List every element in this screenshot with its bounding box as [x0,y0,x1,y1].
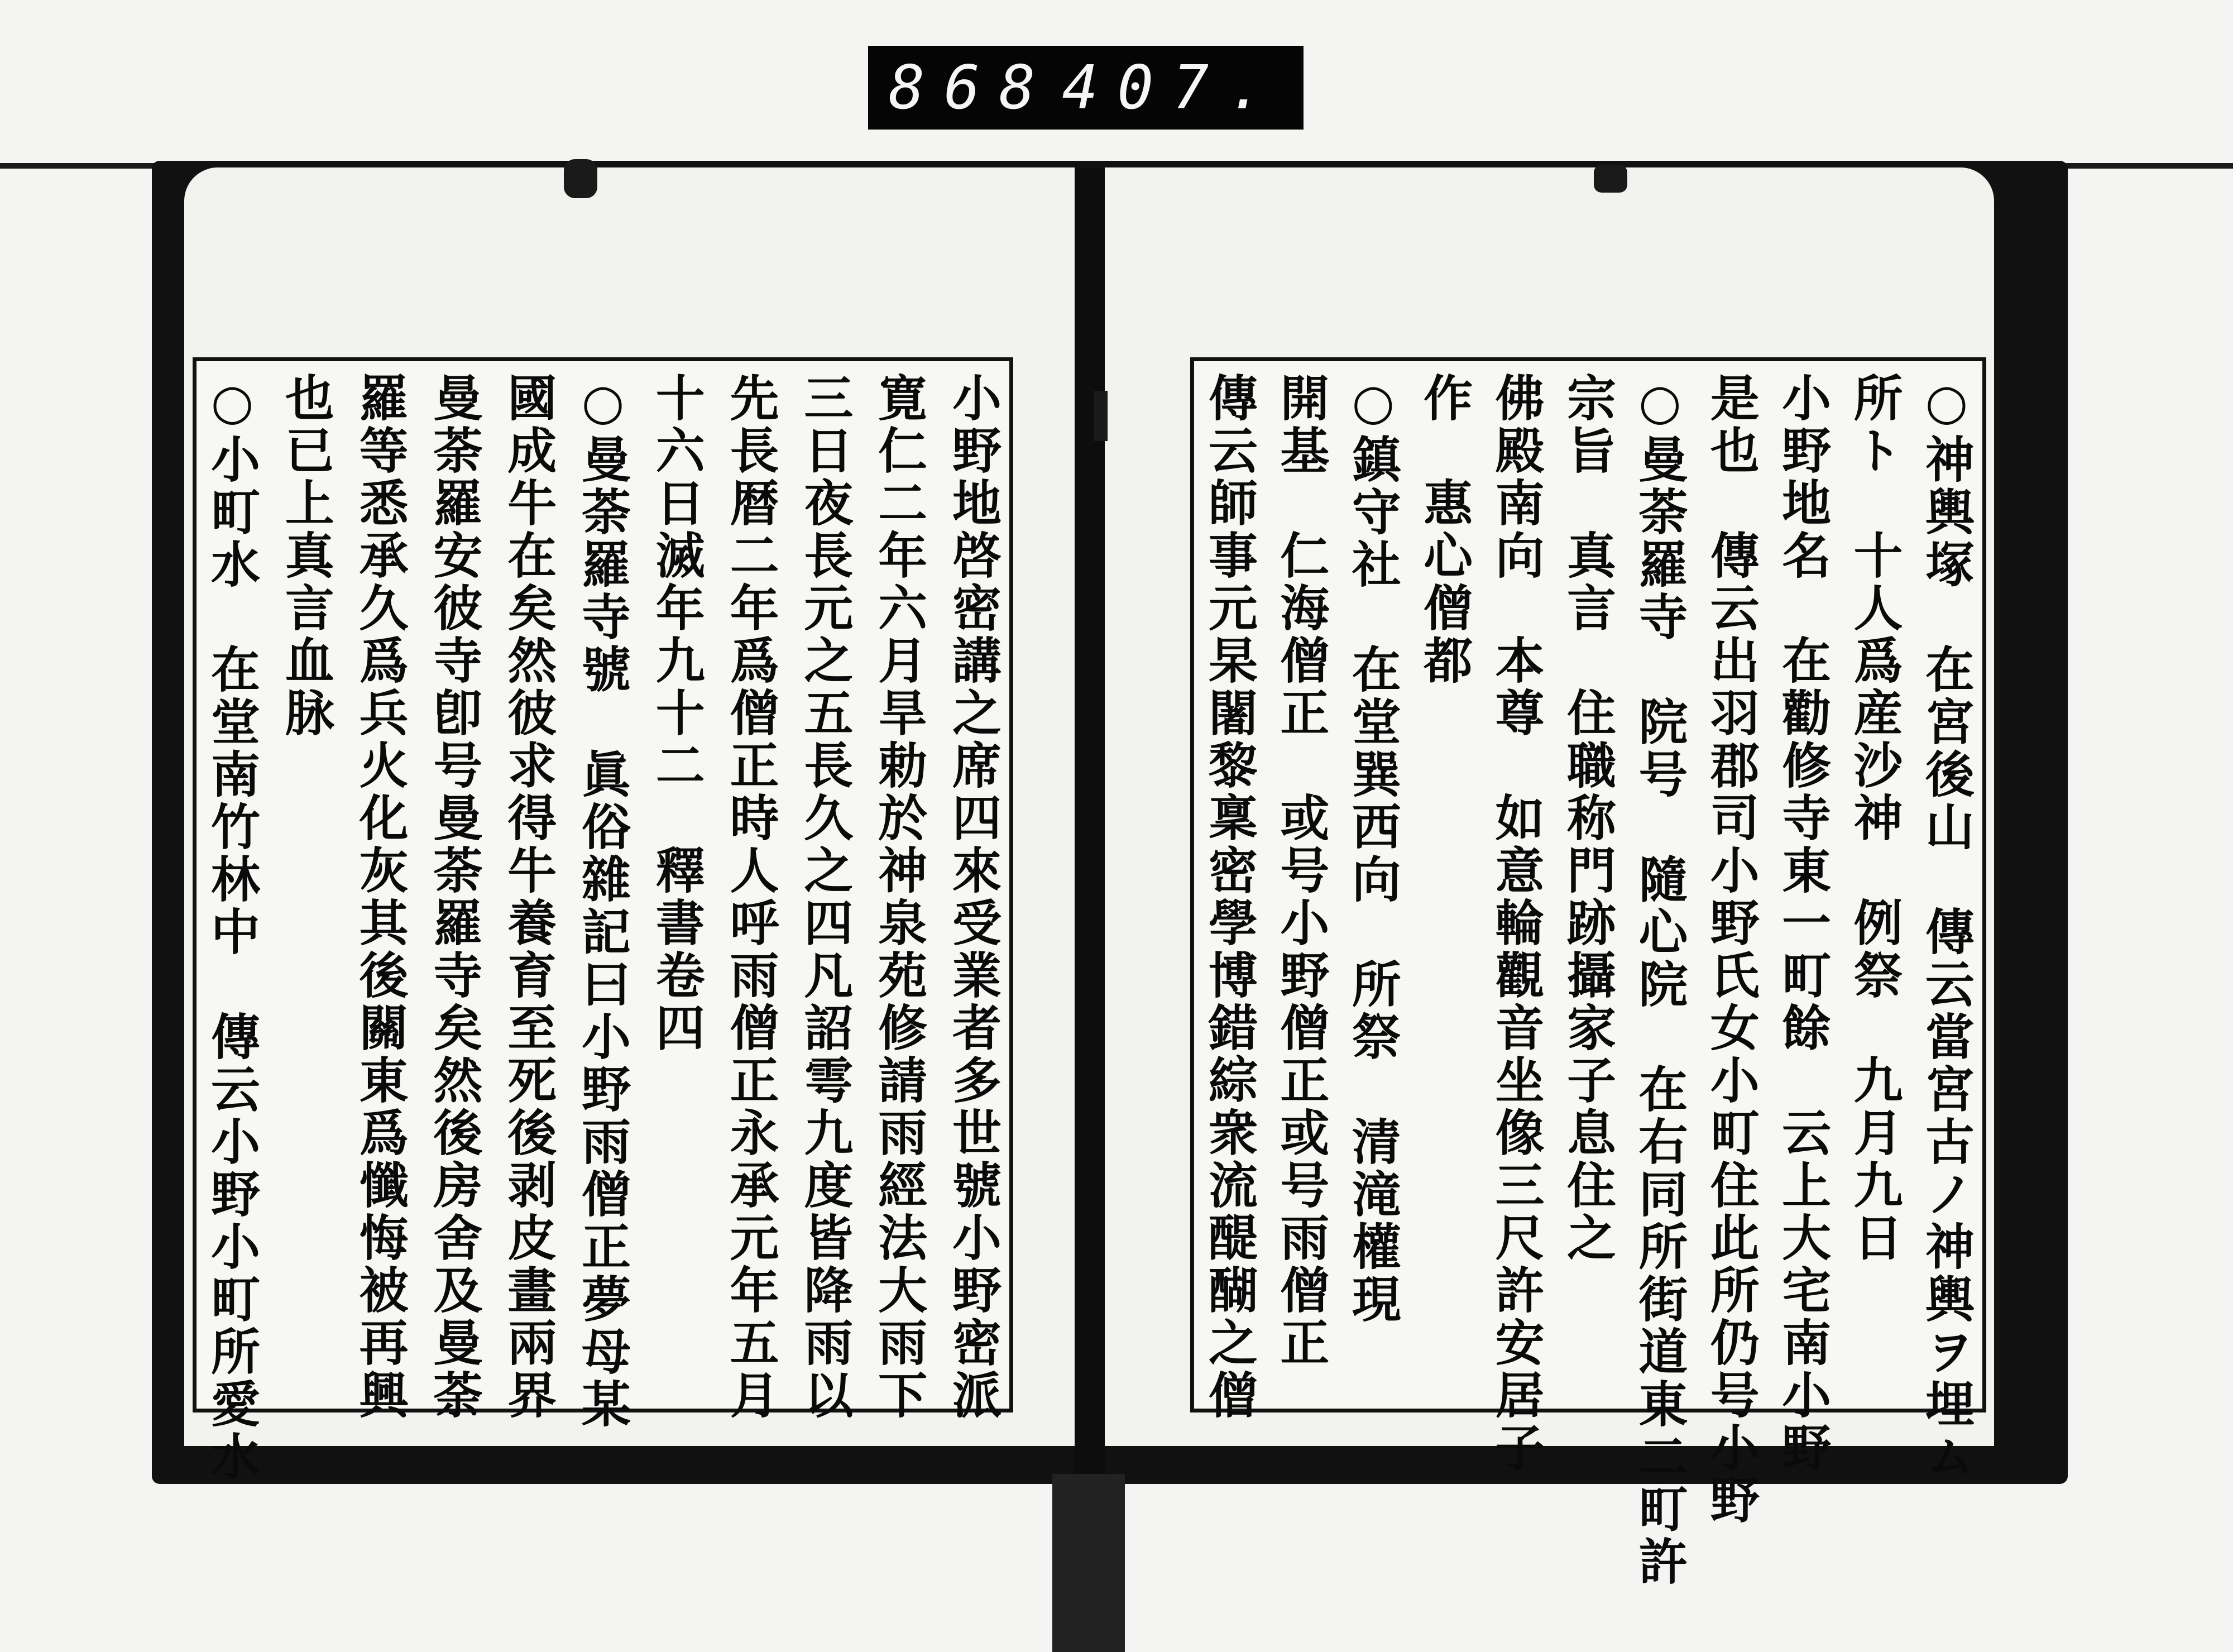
text-column: 曼荼羅安彼寺卽号曼荼羅寺矣然後房舍及曼荼 [425,372,484,1422]
gutter-stem [1052,1474,1125,1652]
text-column: ○小町水 在堂南竹林中 傳云小野小町所愛水 [203,372,261,1483]
left-text-columns [203,372,1003,1483]
text-column: 是也 傳云出羽郡司小野氏女小町住此所仍号小野 [1702,372,1761,1527]
frame-number-right: 407. [1062,52,1283,123]
right-text-columns [1201,372,1976,1588]
text-column: 三日夜長元之五長久之四凡詔雩九度皆降雨以 [796,372,855,1422]
text-column: 傳云師事元杲闍黎稟密學博錯綜衆流醍醐之僧 [1201,372,1259,1422]
text-column: 開基 仁海僧正 或号小野僧正或号雨僧正 [1272,372,1331,1370]
text-column: 國成牛在矣然彼求得牛養育至死後剥皮畫兩界 [500,372,558,1422]
frame-number-label [868,46,1304,130]
text-column: ○曼荼羅寺號 眞俗雜記曰小野雨僧正夢母某 [573,372,632,1431]
text-column: 也已上真言血脉 [277,372,336,740]
text-column: ○曼荼羅寺 院号 隨心院 在右同所街道東二町許 [1631,372,1689,1588]
right-text-panel [1190,357,1986,1588]
text-column: 作 惠心僧都 [1416,372,1474,687]
text-column: 小野地名 在勸修寺東一町餘 云上大宅南小野 [1774,372,1833,1474]
text-column: 先長暦二年爲僧正時人呼雨僧正永承元年五月 [722,372,780,1422]
book-gutter [1075,167,1105,1652]
text-column: 寛仁二年六月旱勅於神泉苑修請雨經法大雨下 [870,372,929,1422]
text-column: 佛殿南向 本尊 如意輪觀音坐像三尺許安居子 [1487,372,1546,1474]
binding-thread-mark [1594,165,1627,193]
binding-thread-mark [564,159,597,198]
text-column: ○神輿塚 在宮後山 傳云當宮古ノ神輿ヲ埋ム [1917,372,1976,1483]
text-column: 羅等悉承久爲兵火化灰其後關東爲懺悔被再興 [351,372,410,1422]
text-column: ○鎮守社 在堂巽西向 所祭 清滝權現 [1344,372,1402,1326]
text-column: 十六日滅年九十二 釋書卷四 [648,372,706,1055]
text-column: 小野地啓密講之席四來受業者多世號小野密派 [944,372,1003,1422]
text-column: 所ト 十人爲産沙神 例祭 九月九日 [1846,372,1904,1265]
frame-number-left: 868 [888,52,1055,123]
binding-thread-mark [1094,391,1108,441]
text-column: 宗旨 真言 住職称門跡攝家子息住之 [1559,372,1617,1265]
left-text-panel [193,357,1013,1483]
